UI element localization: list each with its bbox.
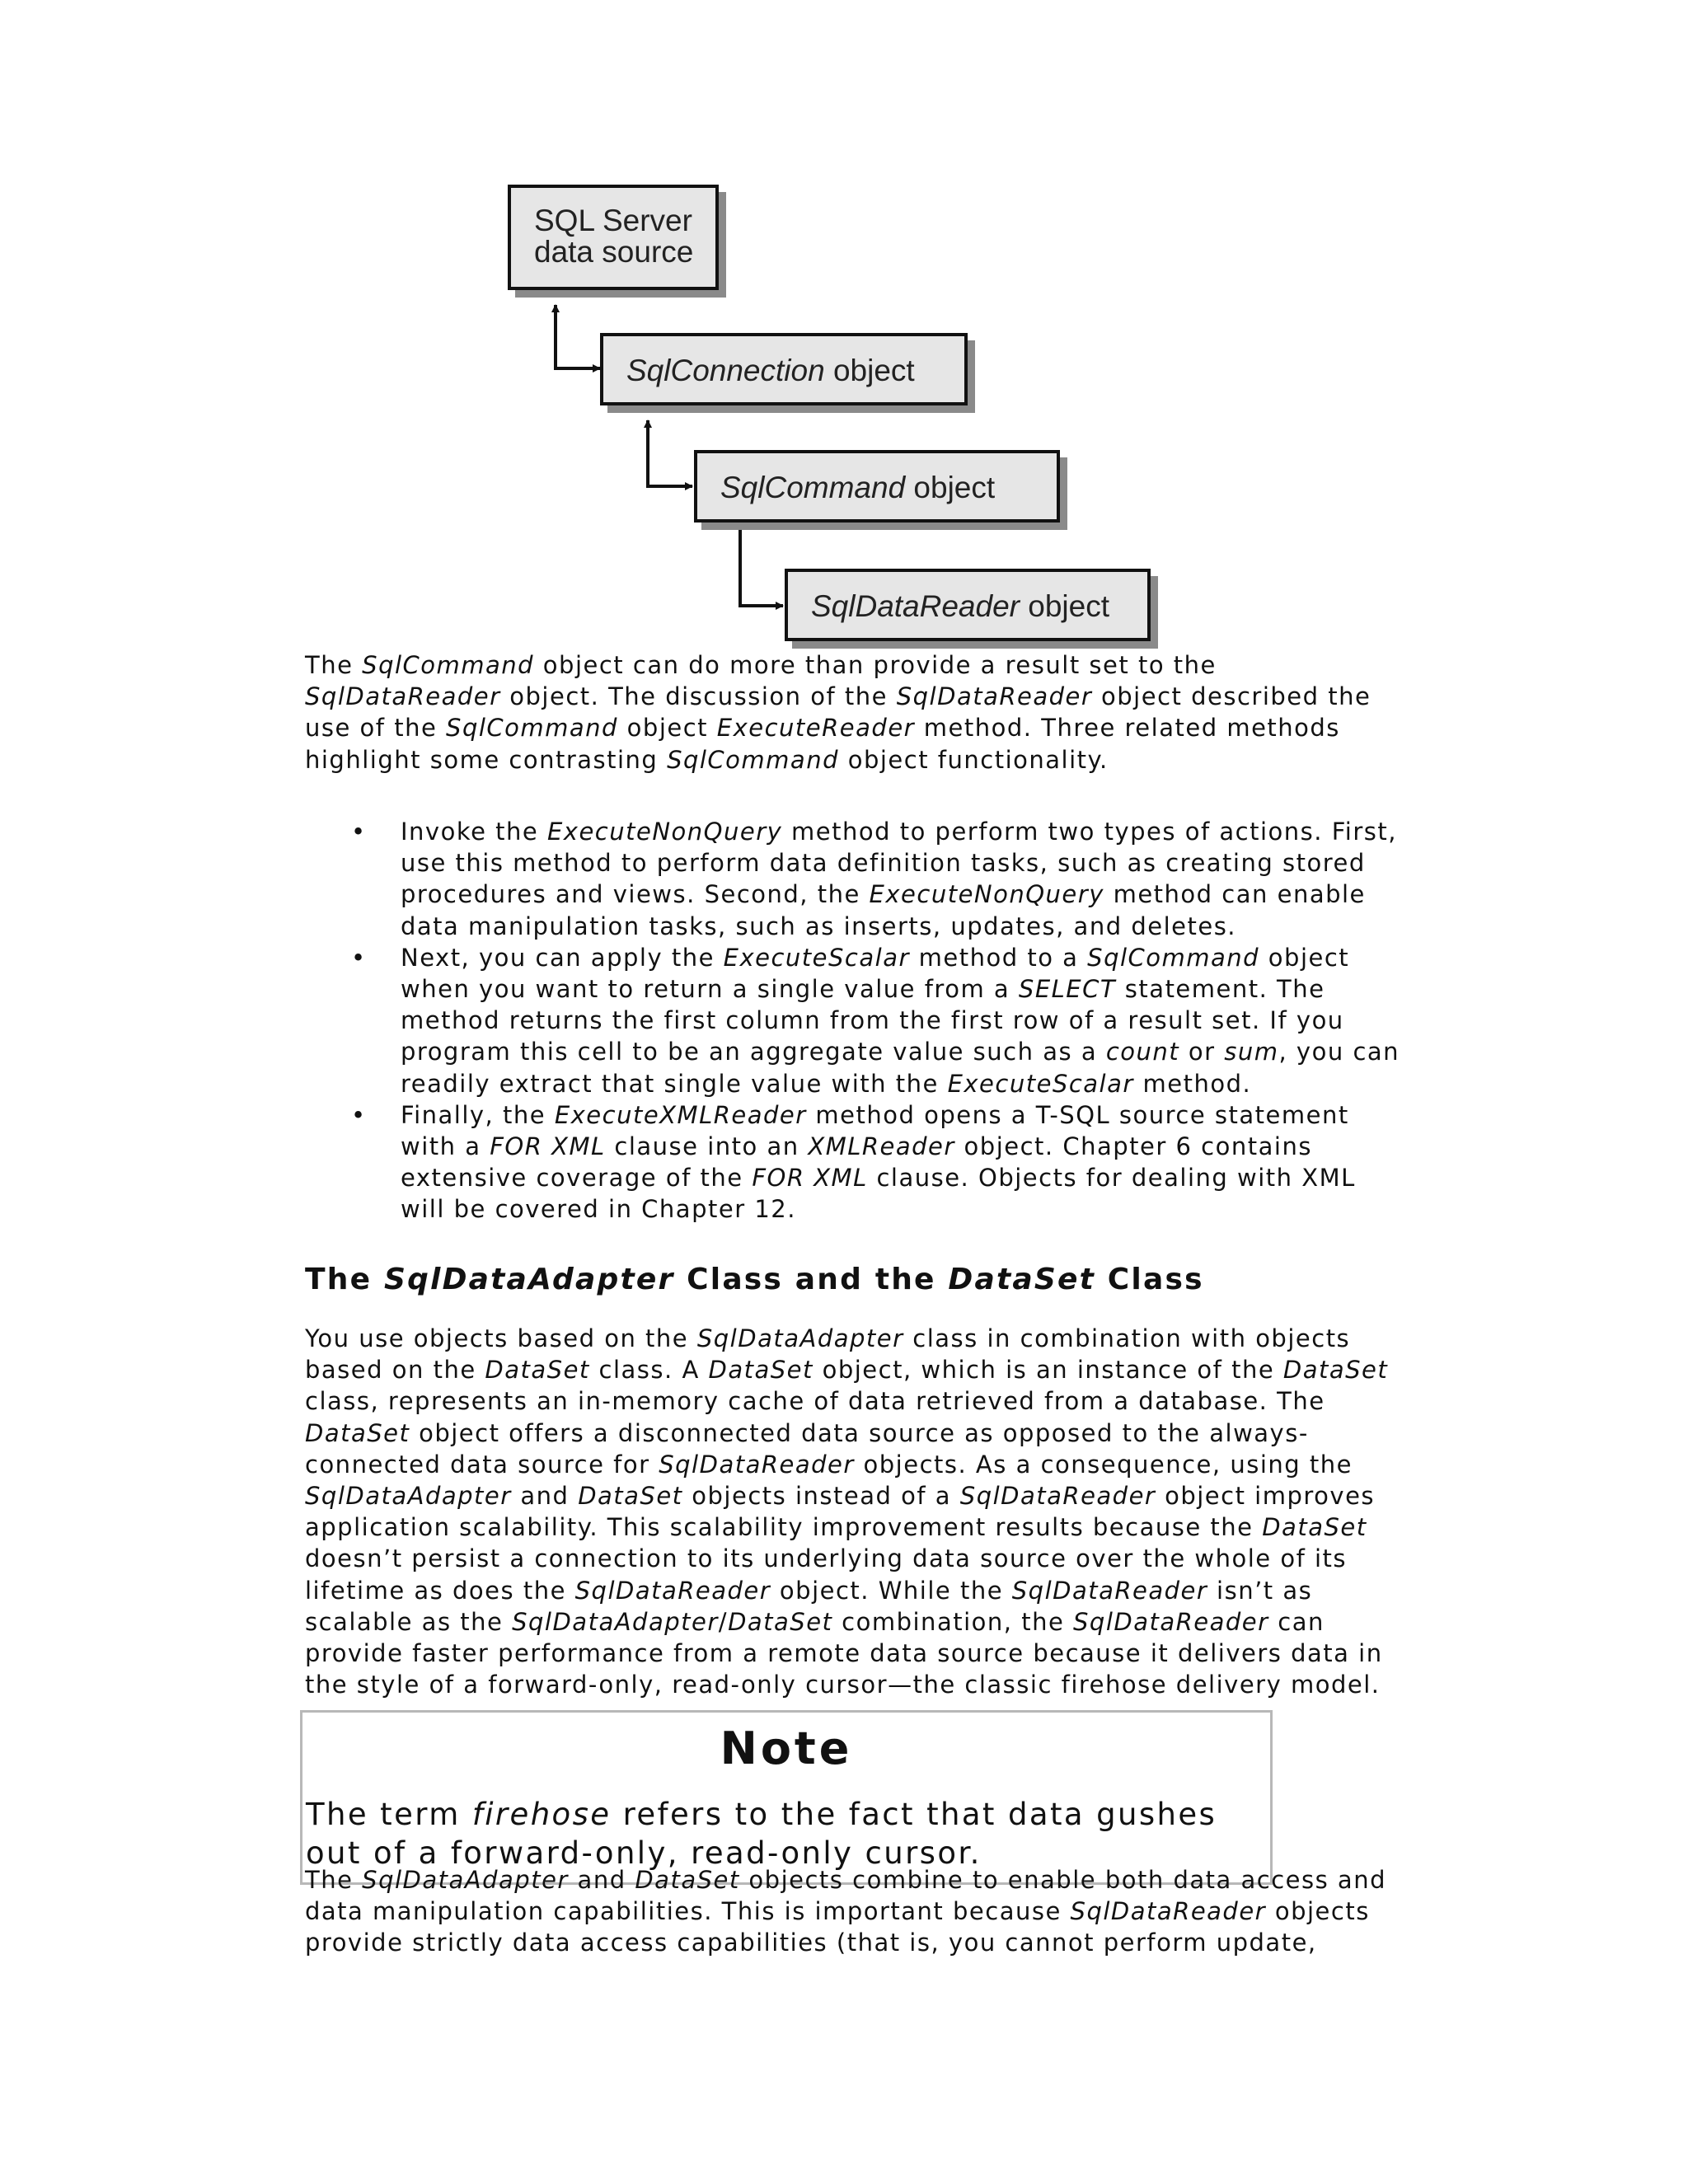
text-run: method. Three related methods highlight some contrasting <box>305 714 1340 774</box>
box-label: SqlCommand object <box>720 471 996 504</box>
text-run: class, represents an in-memory cache of data retrieved from a database. The <box>305 1387 1325 1416</box>
text-run: method. <box>1133 1069 1252 1098</box>
italic-term: SqlCommand <box>1087 943 1260 972</box>
italic-term: SELECT <box>1018 975 1117 1004</box>
italic-term: DataSet <box>578 1482 683 1511</box>
list-item-text <box>401 944 1400 1098</box>
italic-term: SqlDataAdapter <box>512 1607 719 1636</box>
text-run: objects instead of a <box>682 1482 960 1511</box>
bullet-dot: • <box>351 1100 367 1129</box>
italic-term: SqlDataAdapter <box>383 1263 675 1296</box>
italic-term: ExecuteScalar <box>723 943 910 972</box>
text-run: The term <box>306 1797 472 1832</box>
italic-term: SqlDataReader <box>896 682 1093 711</box>
italic-term: ExecuteReader <box>716 714 916 743</box>
italic-term: SqlCommand <box>667 745 839 774</box>
italic-term: SqlDataReader <box>305 682 501 711</box>
list-item <box>305 816 1401 942</box>
italic-term: firehose <box>471 1797 612 1832</box>
italic-term: ExecuteNonQuery <box>546 818 783 846</box>
text-run: doesn’t persist a connection to its underlying data source over the whole of its lifetime as does the <box>305 1544 1348 1605</box>
italic-term: ExecuteXMLReader <box>554 1100 807 1129</box>
box-sql-server-data-source <box>508 185 719 290</box>
italic-term: DataSet <box>1282 1356 1389 1385</box>
italic-term: SqlDataReader <box>1073 1607 1269 1636</box>
box-label-line2: data source <box>534 235 694 269</box>
box-sqlconnection-object <box>600 333 968 405</box>
paragraph-capabilities <box>305 1864 1393 1959</box>
box-label-line1: SQL Server <box>534 204 692 237</box>
text-run: combination, the <box>832 1607 1074 1636</box>
text-run: Next, you can apply the <box>401 943 724 972</box>
list-item <box>305 942 1401 1099</box>
italic-term: DataSet <box>708 1356 814 1385</box>
box-label: SqlDataReader object <box>811 589 1109 623</box>
text-run: The <box>305 1866 363 1894</box>
text-run: method to perform two types of actions. First, use this method to perform data definition tasks, such as creating stored procedures and views. Second, the <box>401 818 1397 909</box>
italic-term: DataSet <box>1262 1513 1367 1542</box>
list-item-text <box>401 818 1397 940</box>
italic-term: ExecuteNonQuery <box>869 880 1104 909</box>
italic-term: SqlCommand <box>362 651 535 679</box>
italic-term: count <box>1105 1038 1180 1066</box>
italic-term: SqlDataAdapter <box>696 1324 904 1352</box>
text-run: statement. The method returns the first column from the first row of a result set. If you program this cell to be an aggregate value such as a <box>401 975 1344 1066</box>
text-run: object offers a disconnected data source as opposed to the always-connected data source for <box>305 1418 1309 1479</box>
text-run: or <box>1179 1038 1225 1066</box>
paragraph-intro <box>305 649 1393 776</box>
text-run: can provide faster performance from a remote data source because it delivers data in the style of a forward-only, read-only cursor—the classic firehose delivery model. <box>305 1607 1383 1699</box>
italic-term: SqlDataReader <box>1070 1897 1267 1926</box>
italic-term: SqlDataAdapter <box>305 1482 512 1511</box>
text-run: object can do more than provide a result set to the <box>534 651 1217 679</box>
text-run: class in combination with objects based on the <box>305 1324 1351 1385</box>
italic-term: SqlDataReader <box>659 1450 855 1479</box>
connector-arrow-1 <box>556 307 600 368</box>
italic-term: SqlCommand <box>446 714 618 743</box>
text-run: method can enable data manipulation tasks, such as inserts, updates, and deletes. <box>401 880 1366 940</box>
text-run: object. Chapter 6 contains extensive coverage of the <box>401 1132 1312 1193</box>
section-heading <box>305 1261 1204 1299</box>
bullet-dot: • <box>351 943 367 972</box>
italic-term: DataSet <box>728 1607 833 1636</box>
note-body <box>306 1795 1270 1872</box>
text-run: objects combine to enable both data access and data manipulation capabilities. This is important because <box>305 1866 1386 1926</box>
italic-term: DataSet <box>305 1418 410 1447</box>
text-run: object functionality. <box>839 745 1109 774</box>
text-run: and <box>568 1866 635 1894</box>
italic-term: ExecuteScalar <box>947 1069 1134 1098</box>
text-run: / <box>718 1607 729 1636</box>
text-run: objects provide strictly data access capabilities (that is, you cannot perform update, <box>305 1897 1370 1957</box>
box-label: SqlConnection object <box>626 354 915 387</box>
text-run: object, which is an instance of the <box>813 1356 1283 1385</box>
text-run: method to a <box>909 943 1088 972</box>
text-run: object when you want to return a single value from a <box>401 943 1350 1004</box>
text-run: Finally, the <box>401 1100 555 1129</box>
note-title: Note <box>720 1722 853 1774</box>
italic-term: DataSet <box>948 1263 1096 1296</box>
paragraph-dataset <box>305 1323 1393 1700</box>
bullet-dot: • <box>351 818 367 846</box>
italic-term: XMLReader <box>808 1132 955 1161</box>
text-run: refers to the fact that data gushes out of a forward-only, read-only cursor. <box>306 1797 1217 1871</box>
text-run: Class <box>1095 1263 1204 1296</box>
text-run: object. The discussion of the <box>500 682 897 711</box>
text-run: method opens a T-SQL source statement with a <box>401 1100 1349 1161</box>
text-run: , you can readily extract that single value with the <box>401 1038 1400 1098</box>
text-run: The <box>305 651 363 679</box>
italic-term: DataSet <box>635 1866 740 1894</box>
text-run: Invoke the <box>401 818 547 846</box>
list-item <box>305 1099 1401 1226</box>
text-run: object <box>617 714 717 743</box>
text-run: class. A <box>589 1356 709 1385</box>
italic-term: SqlDataReader <box>959 1482 1156 1511</box>
text-run: and <box>511 1482 579 1511</box>
connector-arrow-3 <box>740 527 783 606</box>
text-run: The <box>305 1263 384 1296</box>
text-run: Class and the <box>674 1263 949 1296</box>
box-sqldatareader-object <box>785 569 1151 641</box>
italic-term: DataSet <box>485 1356 590 1385</box>
box-sqlcommand-object <box>694 450 1060 523</box>
list-item-text <box>401 1101 1356 1224</box>
italic-term: sum <box>1224 1038 1279 1066</box>
text-run: object described the use of the <box>305 682 1372 743</box>
italic-term: SqlDataReader <box>574 1576 771 1605</box>
text-run: objects. As a consequence, using the <box>854 1450 1353 1479</box>
italic-term: FOR XML <box>752 1164 868 1193</box>
text-run: You use objects based on the <box>305 1324 697 1352</box>
text-run: clause. Objects for dealing with XML will be covered in Chapter 12. <box>401 1164 1356 1224</box>
text-run: clause into an <box>605 1132 809 1161</box>
italic-term: SqlDataReader <box>1011 1576 1208 1605</box>
italic-term: FOR XML <box>490 1132 606 1161</box>
italic-term: SqlDataAdapter <box>362 1866 569 1894</box>
text-run: object. While the <box>771 1576 1012 1605</box>
text-run: isn’t as scalable as the <box>305 1576 1313 1636</box>
text-run: object improves application scalability. This scalability improvement results because the <box>305 1482 1376 1542</box>
note-box <box>300 1710 1273 1885</box>
bullet-list <box>305 816 1401 1226</box>
